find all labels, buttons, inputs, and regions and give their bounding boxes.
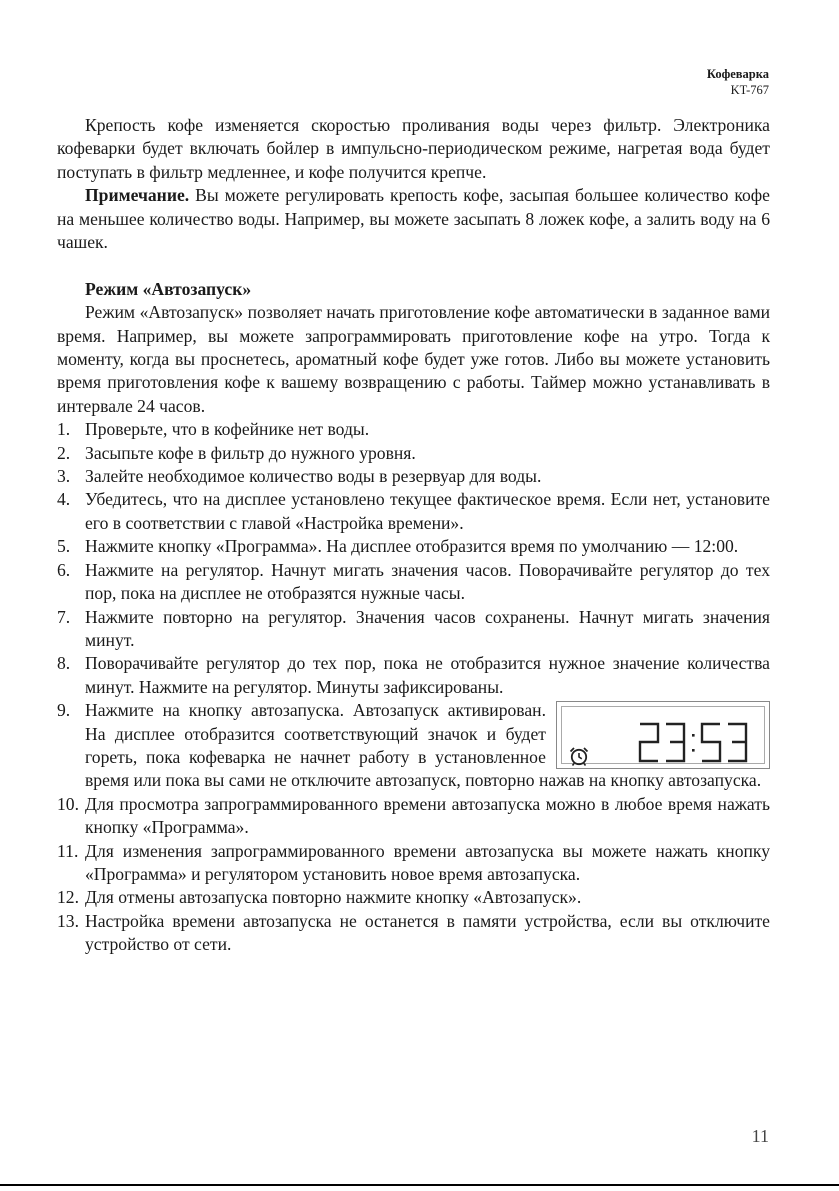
list-item xyxy=(57,699,770,793)
lcd-time-text: 23:53 xyxy=(697,764,700,766)
header-model: KT-767 xyxy=(730,83,769,97)
list-item-text: Для изменения запрограммированного времени автозапуска вы можете нажать кнопку «Программа» и регулятором установить новое время автозапуска. xyxy=(85,840,770,884)
list-item-text: Для просмотра запрограммированного времени автозапуска можно в любое время нажать кнопку «Программа». xyxy=(85,793,770,838)
list-item-text: Нажмите кнопку «Программа». На дисплее отобразится время по умолчанию — 12:00. xyxy=(85,536,739,557)
list-item-number: 7. xyxy=(57,606,71,627)
list-item-number: 6. xyxy=(57,559,71,580)
list-item-text: Убедитесь, что на дисплее установлено текущее фактическое время. Если нет, установите его в соответствии с главой «Настройка времени». xyxy=(85,489,770,533)
list-item-number: 1. xyxy=(57,419,71,440)
steps-list xyxy=(57,418,770,956)
list-item-text: Нажмите на кнопку автозапуска. Автозапуск активирован. На дисплее отобразится соответствующий значок и будет гореть, пока кофеварка не начнет работу в установленное время или пока вы сами не отключите автозапуск, повторно нажав на кнопку автозапуска. xyxy=(85,700,762,791)
list-item-number: 10. xyxy=(57,793,79,814)
list-item-number: 4. xyxy=(57,489,71,510)
lcd-display-figure xyxy=(556,701,770,769)
list-item xyxy=(57,488,770,535)
page-header xyxy=(707,66,769,98)
list-item-number: 5. xyxy=(57,536,71,557)
alarm-clock-icon xyxy=(567,744,591,768)
paragraph-strength: Крепость кофе изменяется скоростью проливания воды через фильтр. Электроника кофеварки будет включать бойлер в импульсно-периодическом режиме, нагретая вода будет поступать в фильтр медленнее, и кофе получится крепче. xyxy=(57,115,770,182)
list-item xyxy=(57,535,770,558)
list-item-number: 3. xyxy=(57,466,71,487)
list-item-text: Нажмите на регулятор. Начнут мигать значения часов. Поворачивайте регулятор до тех пор, пока на дисплее не отобразятся нужные часы. xyxy=(85,559,770,604)
list-item-text: Поворачивайте регулятор до тех пор, пока не отобразится нужное значение количества минут. Нажмите на регулятор. Минуты зафиксированы. xyxy=(85,653,770,697)
list-item xyxy=(57,840,770,887)
section-intro: Режим «Автозапуск» позволяет начать приготовление кофе автоматически в заданное вами время. Например, вы можете запрограммировать приготовление кофе на утро. Тогда к моменту, когда вы проснетесь, ароматный кофе будет уже готов. Либо вы можете установить время приготовления кофе к вашему возвращению с работы. Таймер можно устанавливать в интервале 24 часов. xyxy=(57,302,770,416)
list-item xyxy=(57,606,770,653)
list-item-text: Проверьте, что в кофейнике нет воды. xyxy=(85,419,370,440)
list-item-text: Нажмите повторно на регулятор. Значения часов сохранены. Начнут мигать значения минут. xyxy=(85,606,770,650)
list-item xyxy=(57,559,770,606)
header-brand: Кофеварка xyxy=(706,67,769,81)
list-item-text: Для отмены автозапуска повторно нажмите кнопку «Автозапуск». xyxy=(85,887,582,908)
list-item-number: 9. xyxy=(57,700,71,721)
page-content xyxy=(57,114,770,957)
section-heading: Режим «Автозапуск» xyxy=(85,278,252,299)
list-item xyxy=(57,793,770,840)
lcd-time-readout xyxy=(637,721,757,765)
list-item-number: 11. xyxy=(57,840,79,861)
list-item-text: Засыпьте кофе в фильтр до нужного уровня. xyxy=(85,442,416,463)
note-label: Примечание. xyxy=(85,185,190,206)
list-item xyxy=(57,652,770,699)
list-item-number: 12. xyxy=(57,887,79,908)
list-item-text: Залейте необходимое количество воды в резервуар для воды. xyxy=(85,466,542,487)
note-text: Вы можете регулировать крепость кофе, засыпая большее количество кофе на меньшее количество воды. Например, вы можете засыпать 8 ложек кофе, а залить воду на 6 чашек. xyxy=(57,185,770,253)
page-bottom-rule xyxy=(0,1184,839,1186)
list-item-number: 8. xyxy=(57,653,71,674)
list-item xyxy=(57,442,770,465)
list-item xyxy=(57,465,770,488)
list-item xyxy=(57,418,770,441)
list-item-number: 13. xyxy=(57,910,79,931)
paragraph-note xyxy=(57,184,770,254)
list-item-text: Настройка времени автозапуска не останется в памяти устройства, если вы отключите устройство от сети. xyxy=(85,910,770,955)
list-item-number: 2. xyxy=(57,442,71,463)
list-item xyxy=(57,910,770,957)
page-number: 11 xyxy=(751,1126,769,1146)
list-item xyxy=(57,886,770,909)
